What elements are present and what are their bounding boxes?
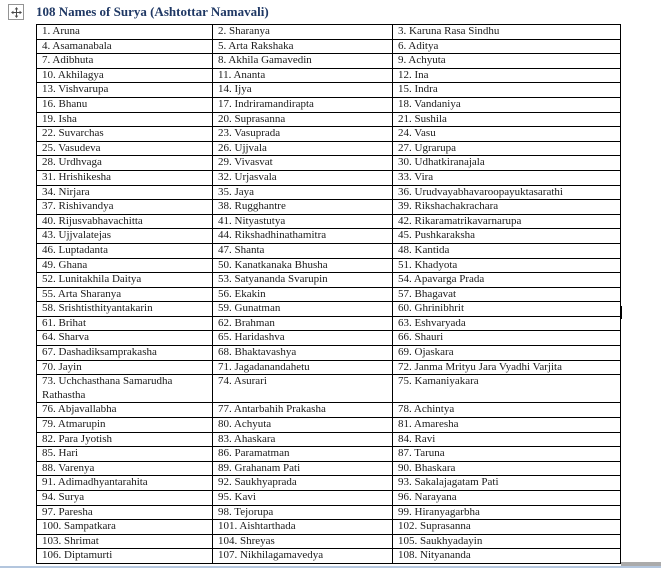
table-row bbox=[37, 505, 621, 520]
table-cell[interactable]: 67. Dashadiksamprakasha bbox=[37, 346, 213, 361]
table-cell[interactable]: 19. Isha bbox=[37, 112, 213, 127]
table-row bbox=[37, 520, 621, 535]
table-cell[interactable]: 9. Achyuta bbox=[393, 54, 621, 69]
table-cell[interactable]: 70. Jayin bbox=[37, 360, 213, 375]
table-row bbox=[37, 447, 621, 462]
table-row bbox=[37, 258, 621, 273]
table-row bbox=[37, 243, 621, 258]
table-cell[interactable]: 46. Luptadanta bbox=[37, 243, 213, 258]
table-cell[interactable]: 74. Asurari bbox=[213, 375, 393, 403]
table-cell[interactable]: 31. Hrishikesha bbox=[37, 170, 213, 185]
table-row bbox=[37, 127, 621, 142]
table-cell[interactable]: 6. Aditya bbox=[393, 39, 621, 54]
table-cell[interactable]: 104. Shreyas bbox=[213, 534, 393, 549]
table-cell[interactable]: 76. Abjavallabha bbox=[37, 403, 213, 418]
table-cell[interactable]: 54. Apavarga Prada bbox=[393, 273, 621, 288]
table-row bbox=[37, 432, 621, 447]
table-cell[interactable]: 15. Indra bbox=[393, 83, 621, 98]
table-cell[interactable]: 2. Sharanya bbox=[213, 25, 393, 40]
table-cell[interactable]: 8. Akhila Gamavedin bbox=[213, 54, 393, 69]
table-cell[interactable]: 47. Shanta bbox=[213, 243, 393, 258]
table-cell[interactable]: 42. Rikaramatrikavarnarupa bbox=[393, 214, 621, 229]
table-cell[interactable]: 58. Srishtisthityantakarin bbox=[37, 302, 213, 317]
table-row bbox=[37, 461, 621, 476]
table-cell[interactable]: 5. Arta Rakshaka bbox=[213, 39, 393, 54]
window-bottom-edge bbox=[0, 566, 661, 568]
table-cell[interactable]: 106. Diptamurti bbox=[37, 549, 213, 564]
table-cell[interactable]: 94. Surya bbox=[37, 491, 213, 506]
table-row bbox=[37, 170, 621, 185]
table-cell[interactable]: 24. Vasu bbox=[393, 127, 621, 142]
table-cell[interactable]: 13. Vishvarupa bbox=[37, 83, 213, 98]
table-row bbox=[37, 375, 621, 403]
table-move-handle[interactable] bbox=[8, 4, 24, 20]
table-cell[interactable]: 20. Suprasanna bbox=[213, 112, 393, 127]
table-cell[interactable]: 55. Arta Sharanya bbox=[37, 287, 213, 302]
four-way-move-arrow-icon bbox=[11, 7, 22, 18]
table-row bbox=[37, 360, 621, 375]
table-row bbox=[37, 141, 621, 156]
table-cell[interactable]: 81. Amaresha bbox=[393, 418, 621, 433]
table-row bbox=[37, 185, 621, 200]
table-row bbox=[37, 112, 621, 127]
table-cell[interactable]: 39. Rikshachakrachara bbox=[393, 200, 621, 215]
page-title: 108 Names of Surya (Ashtottar Namavali) bbox=[36, 4, 269, 19]
table-cell[interactable]: 97. Paresha bbox=[37, 505, 213, 520]
table-cell[interactable]: 43. Ujjvalatejas bbox=[37, 229, 213, 244]
table-cell[interactable]: 49. Ghana bbox=[37, 258, 213, 273]
table-cell[interactable]: 66. Shauri bbox=[393, 331, 621, 346]
table-row bbox=[37, 200, 621, 215]
text-cursor bbox=[621, 306, 622, 319]
table-cell[interactable]: 103. Shrimat bbox=[37, 534, 213, 549]
table-cell[interactable]: 57. Bhagavat bbox=[393, 287, 621, 302]
table-cell[interactable]: 98. Tejorupa bbox=[213, 505, 393, 520]
table-cell[interactable]: 18. Vandaniya bbox=[393, 97, 621, 112]
table-cell[interactable]: 64. Sharva bbox=[37, 331, 213, 346]
table-row bbox=[37, 287, 621, 302]
table-cell[interactable]: 107. Nikhilagamavedya bbox=[213, 549, 393, 564]
table-cell[interactable]: 87. Taruna bbox=[393, 447, 621, 462]
table-cell[interactable]: 93. Sakalajagatam Pati bbox=[393, 476, 621, 491]
table-cell[interactable]: 21. Sushila bbox=[393, 112, 621, 127]
table-row bbox=[37, 331, 621, 346]
table-cell[interactable]: 37. Rishivandya bbox=[37, 200, 213, 215]
table-cell[interactable]: 11. Ananta bbox=[213, 68, 393, 83]
table-cell[interactable]: 28. Urdhvaga bbox=[37, 156, 213, 171]
table-cell[interactable]: 56. Ekakin bbox=[213, 287, 393, 302]
table-cell[interactable]: 79. Atmarupin bbox=[37, 418, 213, 433]
table-row bbox=[37, 273, 621, 288]
table-cell[interactable]: 53. Satyananda Svarupin bbox=[213, 273, 393, 288]
table-cell[interactable]: 99. Hiranyagarbha bbox=[393, 505, 621, 520]
horizontal-scrollbar-fragment[interactable] bbox=[621, 562, 661, 566]
table-cell[interactable]: 60. Ghrinibhrit bbox=[393, 302, 621, 317]
table-cell[interactable]: 72. Janma Mrityu Jara Vyadhi Varjita bbox=[393, 360, 621, 375]
table-cell[interactable]: 3. Karuna Rasa Sindhu bbox=[393, 25, 621, 40]
table-cell[interactable]: 69. Ojaskara bbox=[393, 346, 621, 361]
table-cell[interactable]: 91. Adimadhyantarahita bbox=[37, 476, 213, 491]
table-cell[interactable]: 38. Rugghantre bbox=[213, 200, 393, 215]
table-row bbox=[37, 403, 621, 418]
table-cell[interactable]: 41. Nityastutya bbox=[213, 214, 393, 229]
table-cell[interactable]: 89. Grahanam Pati bbox=[213, 461, 393, 476]
table-row bbox=[37, 476, 621, 491]
table-cell[interactable]: 4. Asamanabala bbox=[37, 39, 213, 54]
table-cell[interactable]: 63. Eshvaryada bbox=[393, 316, 621, 331]
table-cell[interactable]: 73. Uchchasthana Samarudha Rathastha bbox=[37, 375, 213, 403]
table-cell[interactable]: 84. Ravi bbox=[393, 432, 621, 447]
table-cell[interactable]: 12. Ina bbox=[393, 68, 621, 83]
table-row bbox=[37, 156, 621, 171]
table-row bbox=[37, 549, 621, 564]
table-cell[interactable]: 62. Brahman bbox=[213, 316, 393, 331]
table-cell[interactable]: 10. Akhilagya bbox=[37, 68, 213, 83]
table-cell[interactable]: 40. Rijusvabhavachitta bbox=[37, 214, 213, 229]
table-cell[interactable]: 14. Ijya bbox=[213, 83, 393, 98]
table-cell[interactable]: 102. Suprasanna bbox=[393, 520, 621, 535]
table-row bbox=[37, 25, 621, 40]
table-cell[interactable]: 82. Para Jyotish bbox=[37, 432, 213, 447]
table-cell[interactable]: 50. Kanatkanaka Bhusha bbox=[213, 258, 393, 273]
table-cell[interactable]: 44. Rikshadhinathamitra bbox=[213, 229, 393, 244]
table-cell[interactable]: 45. Pushkaraksha bbox=[393, 229, 621, 244]
names-table-body bbox=[37, 25, 621, 564]
table-cell[interactable]: 26. Ujjvala bbox=[213, 141, 393, 156]
table-cell[interactable]: 32. Urjasvala bbox=[213, 170, 393, 185]
table-cell[interactable]: 108. Nityananda bbox=[393, 549, 621, 564]
table-cell[interactable]: 29. Vivasvat bbox=[213, 156, 393, 171]
table-cell[interactable]: 80. Achyuta bbox=[213, 418, 393, 433]
table-cell[interactable]: 92. Saukhyaprada bbox=[213, 476, 393, 491]
table-row bbox=[37, 54, 621, 69]
table-cell[interactable]: 23. Vasuprada bbox=[213, 127, 393, 142]
table-cell[interactable]: 33. Vira bbox=[393, 170, 621, 185]
table-cell[interactable]: 86. Paramatman bbox=[213, 447, 393, 462]
table-cell[interactable]: 85. Hari bbox=[37, 447, 213, 462]
table-cell[interactable]: 65. Haridashva bbox=[213, 331, 393, 346]
table-cell[interactable]: 105. Saukhyadayin bbox=[393, 534, 621, 549]
table-cell[interactable]: 71. Jagadanandahetu bbox=[213, 360, 393, 375]
table-row bbox=[37, 316, 621, 331]
table-cell[interactable]: 22. Suvarchas bbox=[37, 127, 213, 142]
table-cell[interactable]: 101. Aishtarthada bbox=[213, 520, 393, 535]
table-cell[interactable]: 51. Khadyota bbox=[393, 258, 621, 273]
table-cell[interactable]: 16. Bhanu bbox=[37, 97, 213, 112]
names-table bbox=[36, 24, 621, 564]
table-row bbox=[37, 491, 621, 506]
table-cell[interactable]: 59. Gunatman bbox=[213, 302, 393, 317]
table-cell[interactable]: 77. Antarbahih Prakasha bbox=[213, 403, 393, 418]
table-cell[interactable]: 68. Bhaktavashya bbox=[213, 346, 393, 361]
table-row bbox=[37, 97, 621, 112]
table-cell[interactable]: 25. Vasudeva bbox=[37, 141, 213, 156]
table-row bbox=[37, 214, 621, 229]
table-row bbox=[37, 346, 621, 361]
table-row bbox=[37, 83, 621, 98]
table-cell[interactable]: 75. Kamaniyakara bbox=[393, 375, 621, 403]
table-cell[interactable]: 34. Nirjara bbox=[37, 185, 213, 200]
table-row bbox=[37, 418, 621, 433]
table-cell[interactable]: 83. Ahaskara bbox=[213, 432, 393, 447]
table-cell[interactable]: 48. Kantida bbox=[393, 243, 621, 258]
table-cell[interactable]: 96. Narayana bbox=[393, 491, 621, 506]
table-cell[interactable]: 90. Bhaskara bbox=[393, 461, 621, 476]
table-cell[interactable]: 88. Varenya bbox=[37, 461, 213, 476]
table-cell[interactable]: 7. Adibhuta bbox=[37, 54, 213, 69]
table-cell[interactable]: 52. Lunitakhila Daitya bbox=[37, 273, 213, 288]
table-row bbox=[37, 534, 621, 549]
table-cell[interactable]: 61. Brihat bbox=[37, 316, 213, 331]
table-cell[interactable]: 35. Jaya bbox=[213, 185, 393, 200]
table-row bbox=[37, 68, 621, 83]
table-row bbox=[37, 229, 621, 244]
table-cell[interactable]: 78. Achintya bbox=[393, 403, 621, 418]
table-cell[interactable]: 36. Urudvayabhavaroopayuktasarathi bbox=[393, 185, 621, 200]
table-row bbox=[37, 39, 621, 54]
table-cell[interactable]: 1. Aruna bbox=[37, 25, 213, 40]
table-cell[interactable]: 17. Indriramandirapta bbox=[213, 97, 393, 112]
table-cell[interactable]: 95. Kavi bbox=[213, 491, 393, 506]
table-cell[interactable]: 27. Ugrarupa bbox=[393, 141, 621, 156]
table-row bbox=[37, 302, 621, 317]
table-cell[interactable]: 100. Sampatkara bbox=[37, 520, 213, 535]
table-cell[interactable]: 30. Udhatkiranajala bbox=[393, 156, 621, 171]
